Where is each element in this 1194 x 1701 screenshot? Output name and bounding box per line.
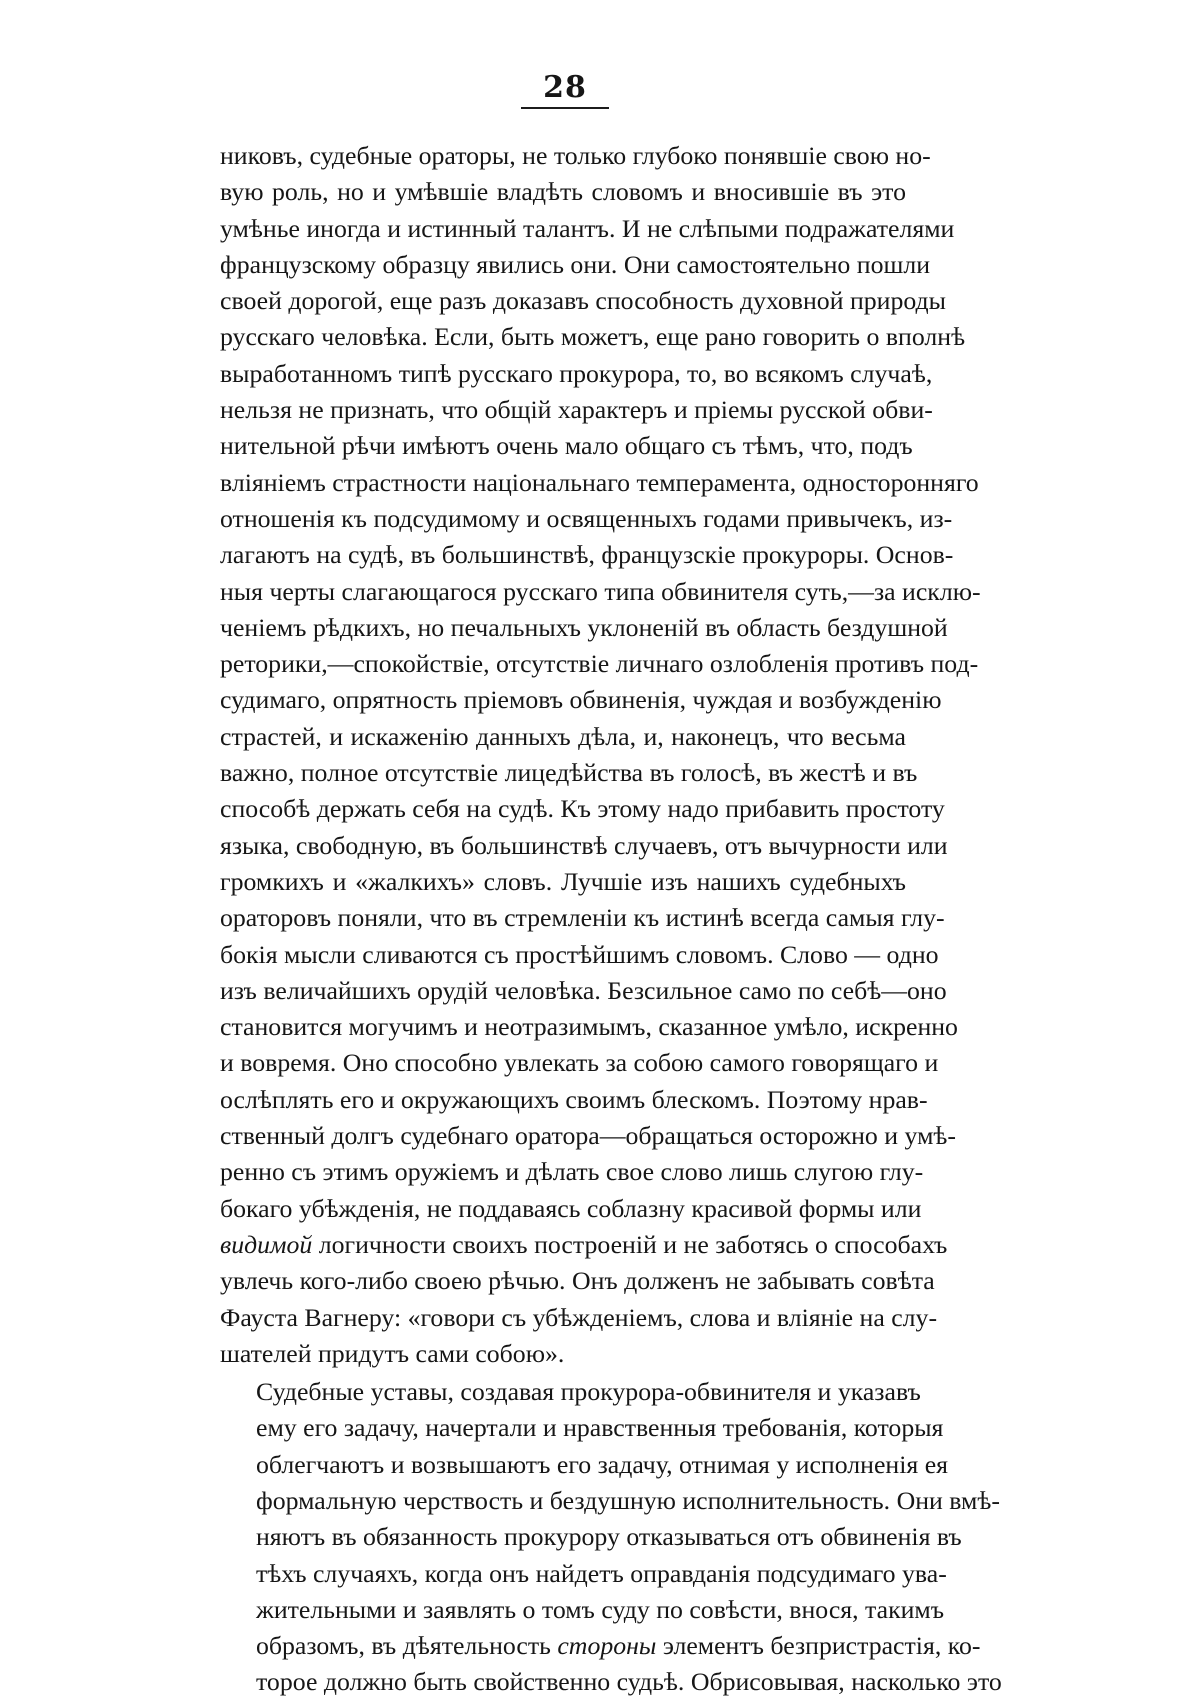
text-line: отношенія къ подсудимому и освященныхъ годами привычекъ, из- (220, 503, 953, 533)
text-line: няютъ въ обязанность прокурору отказываться отъ обвиненія въ (256, 1522, 962, 1552)
text-line: судимаго, опрятность пріемовъ обвиненія, чуждая и возбужденію (220, 685, 942, 715)
text-line: лагаютъ на судѣ, въ большинствѣ, французскіе прокуроры. Основ- (220, 540, 954, 570)
page-number: 28 (543, 70, 587, 105)
text-line: ослѣплять его и окружающихъ своимъ блескомъ. Поэтому нрав- (220, 1084, 928, 1114)
text-line: вую роль, но и умѣвшіе владѣть словомъ и вносившіе въ это (220, 177, 906, 207)
text-line: своей дорогой, еще разъ доказавъ способность духовной природы (220, 286, 946, 316)
text-line: становится могучимъ и неотразимымъ, сказанное умѣло, искренно (220, 1012, 958, 1042)
text-line: выработанномъ типѣ русскаго прокурора, то, во всякомъ случаѣ, (220, 358, 933, 388)
text-line: нельзя не признать, что общій характеръ и пріемы русской обви- (220, 395, 933, 425)
text-line: образомъ, въ дѣятельность стороны элементъ безпристрастія, ко- (256, 1631, 981, 1661)
text-line: французскому образцу явились они. Они самостоятельно пошли (220, 249, 931, 279)
text-line: и вовремя. Оно способно увлекать за собою самого говорящаго и (220, 1048, 939, 1078)
text-line: ченіемъ рѣдкихъ, но печальныхъ уклоненій въ область бездушной (220, 612, 948, 642)
page-header (520, 70, 610, 109)
page-number-rule (521, 107, 609, 109)
text-line: Фауста Вагнеру: «говори съ убѣжденіемъ, слова и вліяніе на слу- (220, 1302, 938, 1332)
text-line: важно, полное отсутствіе лицедѣйства въ голосѣ, въ жестѣ и въ (220, 758, 918, 788)
text-line: бокія мысли сливаются съ простѣйшимъ словомъ. Слово — одно (220, 939, 939, 969)
italic-text: видимой (220, 1229, 313, 1259)
text-line: никовъ, судебные ораторы, не только глубоко понявшіе свою но- (220, 141, 931, 170)
text-line: Судебные уставы, создавая прокурора-обвинителя и указавъ (256, 1377, 921, 1407)
body-text (220, 138, 1002, 1701)
text-line: нительной рѣчи имѣютъ очень мало общаго съ тѣмъ, что, подъ (220, 431, 913, 461)
text-line: видимой логичности своихъ построеній и не заботясь о способахъ (220, 1229, 948, 1259)
text-line: ему его задачу, начертали и нравственныя требованія, которыя (256, 1413, 944, 1443)
text-line: языка, свободную, въ большинствѣ случаевъ, отъ вычурности или (220, 830, 948, 860)
text-line: способѣ держать себя на судѣ. Къ этому надо прибавить простоту (220, 794, 945, 824)
text-line: ственный долгъ судебнаго оратора—обращаться осторожно и умѣ- (220, 1121, 957, 1151)
text-line: ныя черты слагающагося русскаго типа обвинителя суть,—за исклю- (220, 576, 981, 606)
paragraph-1 (220, 138, 981, 1372)
text-line: облегчаютъ и возвышаютъ его задачу, отнимая у исполненія ея (256, 1449, 949, 1479)
text-line: формальную черствость и бездушную исполнительность. Они вмѣ- (256, 1485, 1000, 1515)
text-line: страстей, и искаженію данныхъ дѣла, и, наконецъ, что весьма (220, 721, 906, 751)
text-line: тѣхъ случаяхъ, когда онъ найдетъ оправданія подсудимаго ува- (256, 1558, 947, 1588)
text-line: ораторовъ поняли, что въ стремленіи къ истинѣ всегда самыя глу- (220, 903, 945, 933)
text-line: громкихъ и «жалкихъ» словъ. Лучшіе изъ нашихъ судебныхъ (220, 866, 906, 896)
text-line: шателей придутъ сами собою». (220, 1338, 565, 1368)
text-line: бокаго убѣжденія, не поддаваясь соблазну красивой формы или (220, 1193, 922, 1223)
italic-text: стороны (557, 1631, 657, 1661)
text-line: ренно съ этимъ оружіемъ и дѣлать свое слово лишь слугою глу- (220, 1157, 924, 1187)
text-line: умѣнье иногда и истинный талантъ. И не слѣпыми подражателями (220, 213, 955, 243)
text-line: русскаго человѣка. Если, быть можетъ, еще рано говорить о вполнѣ (220, 322, 966, 352)
text-line: увлечь кого-либо своею рѣчью. Онъ долженъ не забывать совѣта (220, 1266, 935, 1296)
text-line: реторики,—спокойствіе, отсутствіе личнаго озлобленія противъ под- (220, 649, 979, 679)
text-line: вліяніемъ страстности національнаго темперамента, односторонняго (220, 467, 979, 497)
text-line: изъ величайшихъ орудій человѣка. Безсильное само по себѣ—оно (220, 975, 947, 1005)
text-line: жительными и заявлять о томъ суду по совѣсти, внося, такимъ (256, 1594, 945, 1624)
text-line: торое должно быть свойственно судьѣ. Обрисовывая, насколько это (256, 1667, 1002, 1697)
paragraph-2 (220, 1374, 1002, 1701)
